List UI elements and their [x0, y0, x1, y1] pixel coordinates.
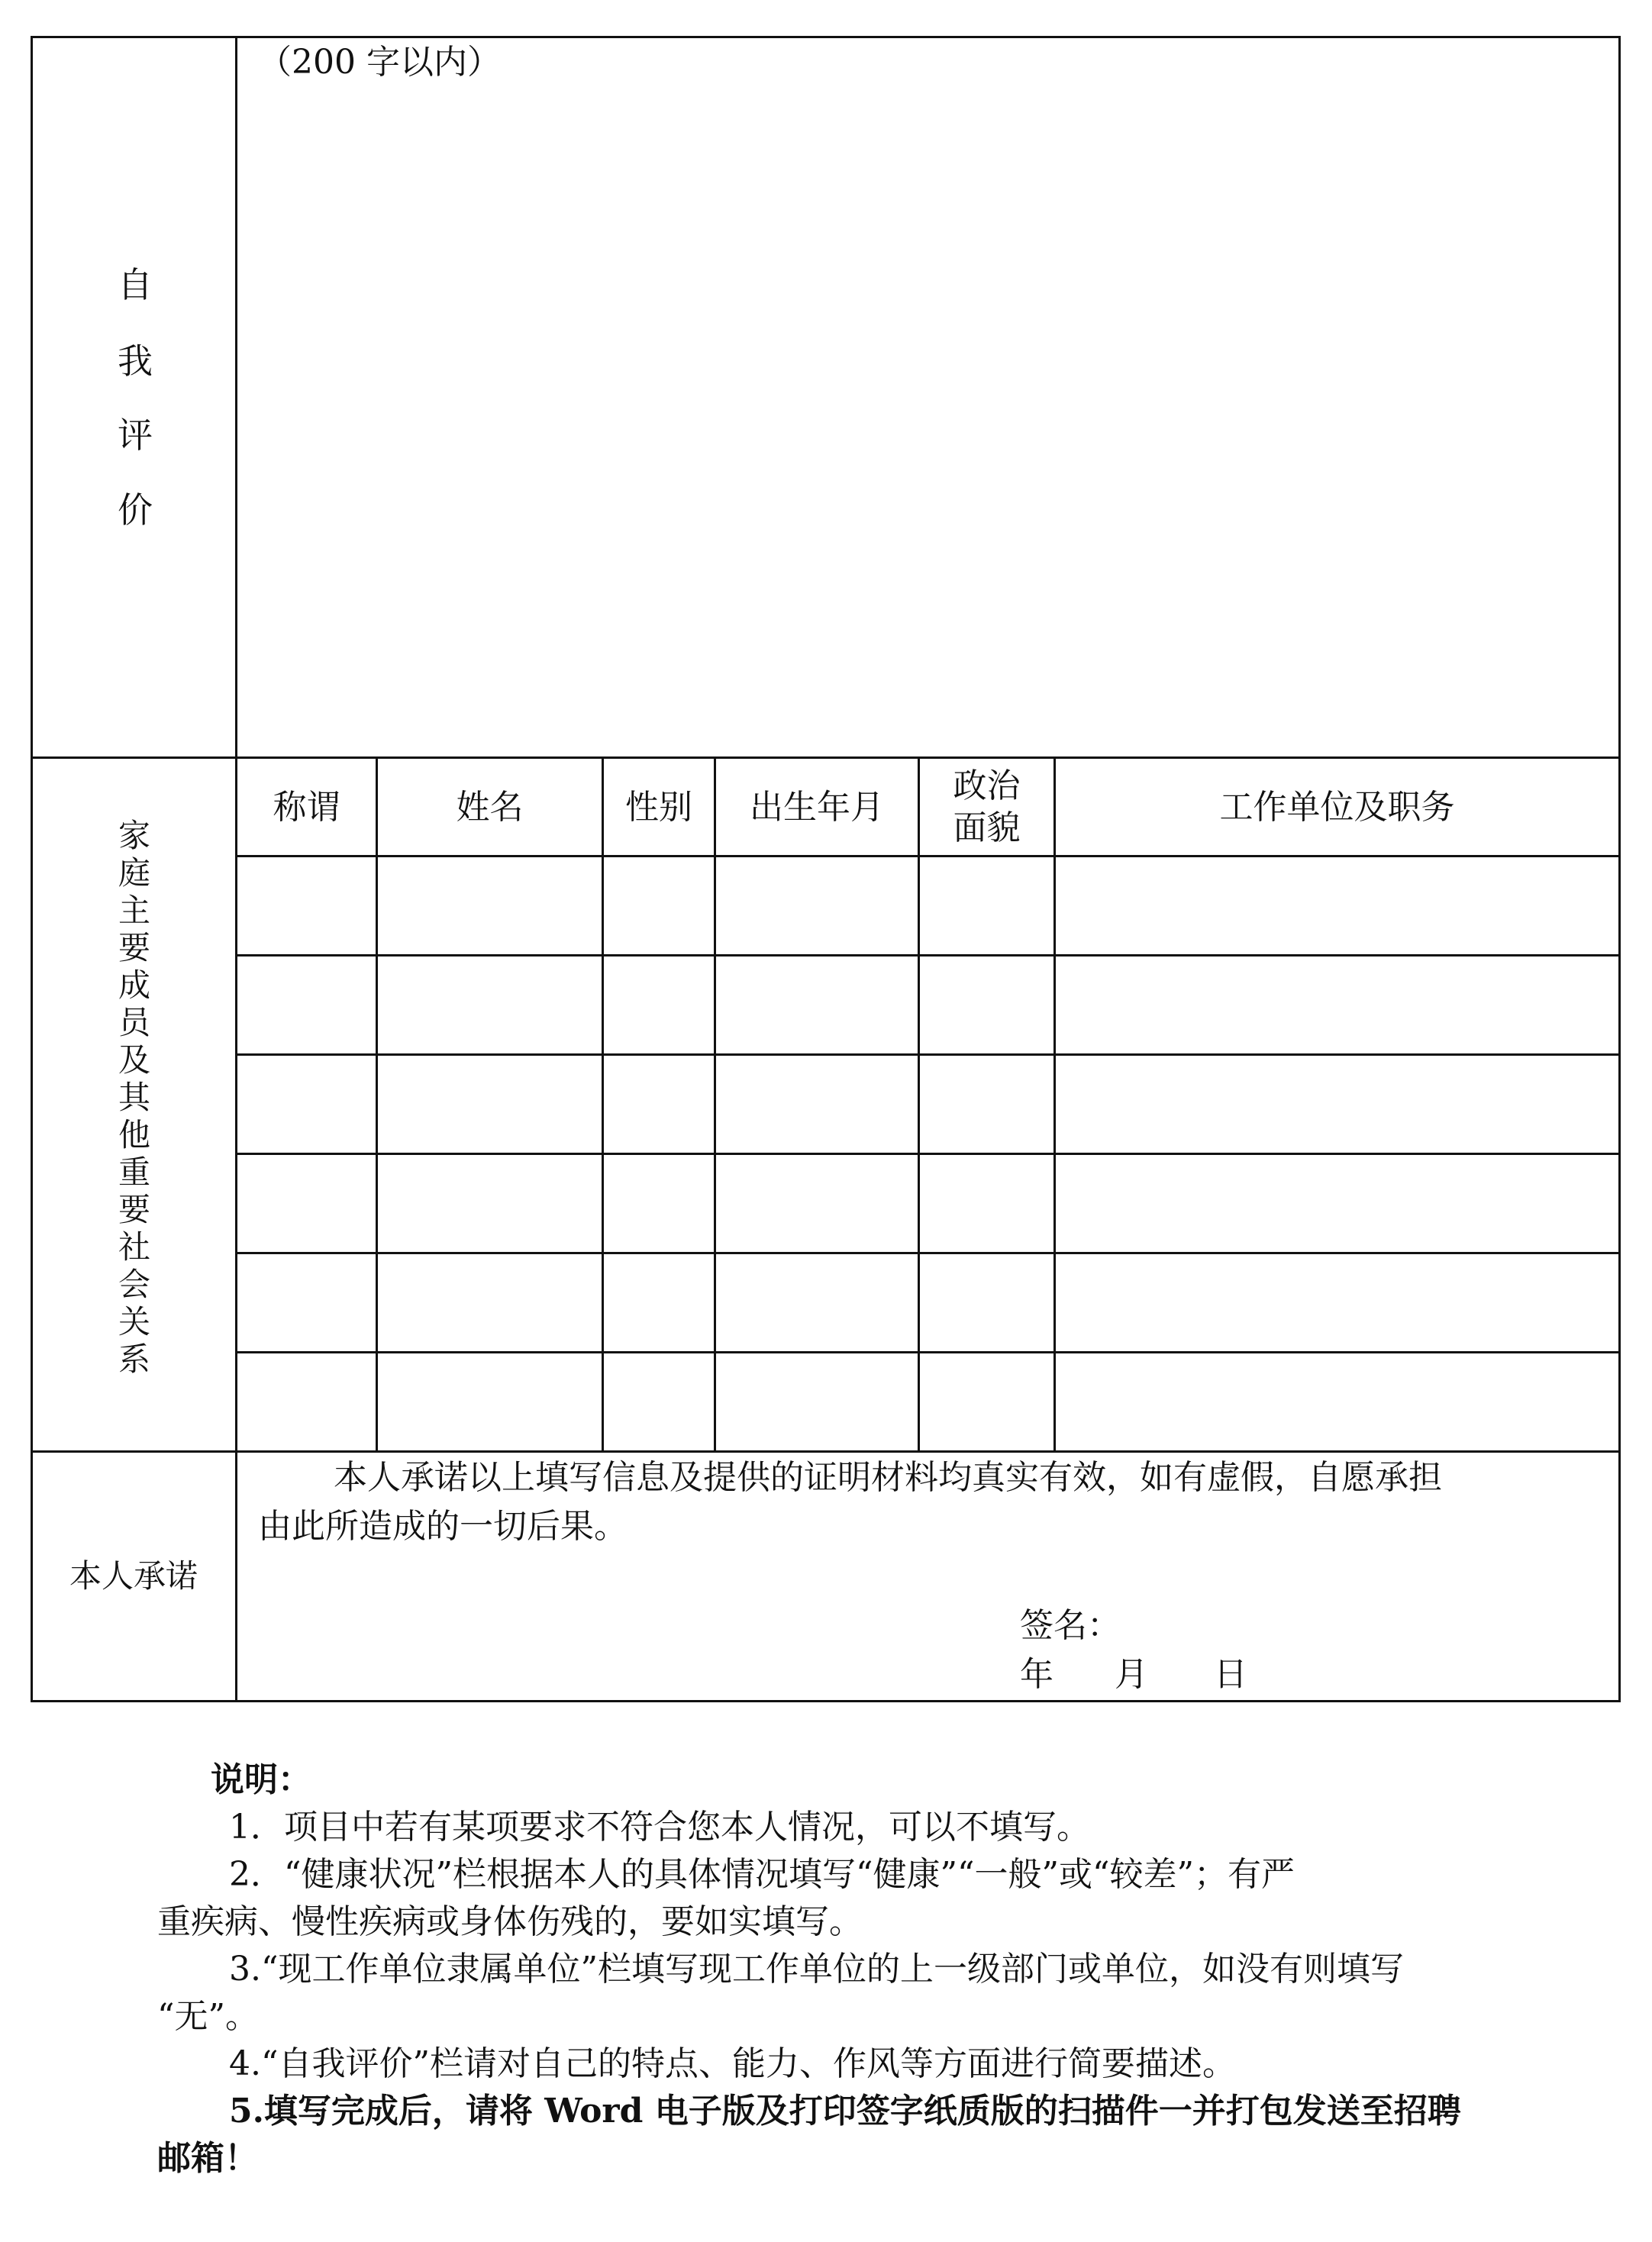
family-cell-relation[interactable]: [237, 1155, 376, 1252]
family-label-char: 其: [118, 1079, 150, 1116]
notes-item-5-line2: 邮箱！: [157, 2139, 258, 2178]
pledge-text-line2: 由此所造成的一切后果。: [258, 1507, 628, 1546]
family-label-char: 及: [118, 1041, 150, 1079]
notes-item-3-line1: 3.“现工作单位隶属单位”栏填写现工作单位的上一级部门或单位，如没有则填写: [229, 1950, 1404, 1989]
family-cell-relation[interactable]: [237, 1254, 376, 1351]
table-border-left: [31, 36, 33, 1702]
table-divider-pledge: [31, 1450, 1621, 1453]
family-cell-employer-position[interactable]: [1056, 1353, 1618, 1450]
notes-item-2-line1: 2．“健康状况”栏根据本人的具体情况填写“健康”“一般”或“较差”；有严: [229, 1855, 1295, 1894]
notes-item-5-line1: 5.填写完成后，请将 Word 电子版及打印签字纸质版的扫描件一并打包发送至招聘: [229, 2092, 1461, 2131]
family-cell-gender[interactable]: [604, 1056, 714, 1153]
family-cell-birth[interactable]: [716, 1353, 918, 1450]
family-header-relation: 称谓: [273, 787, 340, 827]
family-label-char: 重: [118, 1153, 150, 1191]
family-cell-birth[interactable]: [716, 857, 918, 954]
family-label-char: 系: [118, 1340, 150, 1378]
family-cell-relation[interactable]: [237, 1056, 376, 1153]
table-border-right: [1618, 36, 1621, 1702]
family-cell-name[interactable]: [378, 1056, 602, 1153]
family-cell-relation[interactable]: [237, 1353, 376, 1450]
family-cell-gender[interactable]: [604, 1155, 714, 1252]
notes-item-3-line2: “无”。: [157, 1997, 259, 2036]
family-cell-name[interactable]: [378, 857, 602, 954]
family-header-gender: 性别: [625, 787, 692, 827]
self-eval-label-char: 我: [118, 340, 153, 382]
family-cell-political-status[interactable]: [920, 857, 1053, 954]
family-cell-gender[interactable]: [604, 1353, 714, 1450]
family-cell-political-status[interactable]: [920, 1155, 1053, 1252]
self-eval-label-char: 自: [118, 264, 153, 305]
family-label-char: 成: [118, 966, 150, 1004]
self-eval-input-area[interactable]: [237, 84, 1618, 754]
family-cell-employer-position[interactable]: [1056, 1056, 1618, 1153]
family-cell-employer-position[interactable]: [1056, 956, 1618, 1053]
family-label-char: 家: [118, 817, 150, 854]
family-label-char: 要: [118, 929, 150, 966]
signature-field[interactable]: [1122, 1603, 1596, 1646]
family-label-char: 要: [118, 1191, 150, 1228]
family-label-char: 社: [118, 1228, 150, 1266]
family-cell-birth[interactable]: [716, 1155, 918, 1252]
family-cell-employer-position[interactable]: [1056, 1155, 1618, 1252]
family-cell-gender[interactable]: [604, 956, 714, 1053]
family-label-char: 他: [118, 1116, 150, 1153]
self-eval-label-char: 价: [118, 489, 153, 531]
table-border-top: [31, 36, 1621, 38]
notes-title: 说明：: [211, 1760, 311, 1799]
family-cell-gender[interactable]: [604, 857, 714, 954]
notes-item-4: 4.“自我评价”栏请对自己的特点、能力、作风等方面进行简要描述。: [229, 2044, 1236, 2083]
family-label-char: 庭: [118, 854, 150, 892]
family-cell-gender[interactable]: [604, 1254, 714, 1351]
family-cell-political-status[interactable]: [920, 956, 1053, 1053]
family-label: [111, 817, 157, 1378]
family-cell-birth[interactable]: [716, 956, 918, 1053]
pledge-label: 本人承诺: [69, 1557, 198, 1595]
family-cell-employer-position[interactable]: [1056, 857, 1618, 954]
family-cell-political-status[interactable]: [920, 1353, 1053, 1450]
family-cell-name[interactable]: [378, 1353, 602, 1450]
table-border-bottom: [31, 1700, 1621, 1702]
date-day-label: 日: [1214, 1655, 1247, 1694]
family-header-name: 姓名: [456, 787, 524, 827]
family-header-political-status: 政治 面貌: [953, 766, 1021, 847]
family-cell-employer-position[interactable]: [1056, 1254, 1618, 1351]
pledge-text-line1: 本人承诺以上填写信息及提供的证明材料均真实有效，如有虚假，自愿承担: [334, 1458, 1442, 1497]
family-cell-name[interactable]: [378, 1155, 602, 1252]
self-eval-hint: （200 字以内）: [258, 43, 501, 82]
signature-label: 签名：: [1020, 1606, 1121, 1645]
family-label-char: 主: [118, 892, 150, 929]
date-month-label: 月: [1115, 1655, 1148, 1694]
family-cell-birth[interactable]: [716, 1056, 918, 1153]
notes-item-1: 1．项目中若有某项要求不符合您本人情况，可以不填写。: [229, 1808, 1090, 1847]
family-header-employer-position: 工作单位及职务: [1219, 787, 1455, 827]
family-label-char: 会: [118, 1266, 150, 1303]
family-label-char: 员: [118, 1004, 150, 1041]
notes-item-2-line2: 重疾病、慢性疾病或身体伤残的，要如实填写。: [157, 1902, 863, 1941]
family-label-char: 关: [118, 1303, 150, 1340]
family-cell-political-status[interactable]: [920, 1254, 1053, 1351]
family-cell-birth[interactable]: [716, 1254, 918, 1351]
self-eval-label-char: 评: [118, 415, 153, 456]
family-cell-name[interactable]: [378, 1254, 602, 1351]
family-cell-relation[interactable]: [237, 956, 376, 1053]
family-cell-political-status[interactable]: [920, 1056, 1053, 1153]
family-cell-relation[interactable]: [237, 857, 376, 954]
date-year-label: 年: [1020, 1655, 1053, 1694]
family-cell-name[interactable]: [378, 956, 602, 1053]
family-header-birth: 出生年月: [750, 787, 884, 827]
